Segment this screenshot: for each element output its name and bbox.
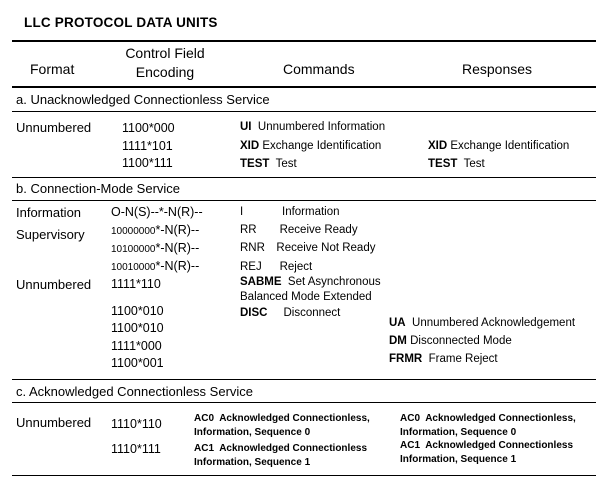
section-c-rule xyxy=(12,402,596,403)
section-b-response-frmr: FRMR Frame Reject xyxy=(389,353,498,365)
section-c-response-ac0: AC0 Acknowledged Connectionless, xyxy=(400,413,576,424)
section-b-heading: b. Connection-Mode Service xyxy=(16,181,181,196)
section-c-encoding-ac0: 1110*110 xyxy=(111,417,162,431)
section-a-heading: a. Unacknowledged Connectionless Service xyxy=(16,92,270,107)
section-b-rule xyxy=(12,200,596,201)
section-b-format-unnumbered: Unnumbered xyxy=(16,277,92,292)
section-b-format-supervisory: Supervisory xyxy=(16,227,85,242)
section-a-response-test: TEST Test xyxy=(428,158,485,170)
section-b-encoding-frmr: 1100*001 xyxy=(111,356,164,370)
section-a-command-ui: UI Unnumbered Information xyxy=(240,121,386,133)
section-c-response-ac1-line2: Information, Sequence 1 xyxy=(400,454,517,465)
header-bottom-rule xyxy=(12,86,596,88)
section-b-command-disc: DISC Disconnect xyxy=(240,307,341,319)
section-b-encoding-ua: 1100*010 xyxy=(111,321,164,335)
section-c-format: Unnumbered xyxy=(16,415,92,430)
section-a-encoding-ui: 1100*000 xyxy=(122,121,175,135)
section-c-command-ac1-line2: Information, Sequence 1 xyxy=(194,457,311,468)
section-a-command-xid: XID Exchange Identification xyxy=(240,140,382,152)
table-bottom-rule xyxy=(12,475,596,476)
section-c-response-ac1: AC1 Acknowledged Connectionless xyxy=(400,440,574,451)
section-b-encoding-rej: 10010000*-N(R)-- xyxy=(111,259,200,273)
section-c-response-ac0-line2: Information, Sequence 0 xyxy=(400,427,517,438)
section-c-top-rule xyxy=(12,379,596,380)
header-encoding-line1: Control Field xyxy=(125,45,205,61)
section-b-encoding-rr: 10000000*-N(R)-- xyxy=(111,223,200,237)
section-c-command-ac0-line2: Information, Sequence 0 xyxy=(194,427,311,438)
header-commands: Commands xyxy=(283,61,355,77)
section-b-encoding-dm: 1111*000 xyxy=(111,339,162,353)
section-b-command-rnr: RNR Receive Not Ready xyxy=(240,242,376,254)
section-b-command-rej: REJ Reject xyxy=(240,261,313,273)
section-b-format-information: Information xyxy=(16,205,82,220)
section-a-format: Unnumbered xyxy=(16,120,92,135)
section-b-command-sabme: SABME Set Asynchronous xyxy=(240,276,381,288)
section-b-top-rule xyxy=(12,177,596,178)
section-a-command-test: TEST Test xyxy=(240,158,297,170)
section-b-command-information: I Information xyxy=(240,206,340,218)
header-responses: Responses xyxy=(462,61,533,77)
section-b-command-rr: RR Receive Ready xyxy=(240,224,358,236)
section-c-command-ac1: AC1 Acknowledged Connectionless xyxy=(194,443,368,454)
header-format: Format xyxy=(30,61,75,77)
section-b-encoding-information: O-N(S)--*-N(R)-- xyxy=(111,205,203,219)
section-b-encoding-sabme: 1111*110 xyxy=(111,277,161,291)
section-a-response-xid: XID Exchange Identification xyxy=(428,140,570,152)
section-a-encoding-xid: 1111*101 xyxy=(122,139,173,153)
section-b-response-ua: UA Unnumbered Acknowledgement xyxy=(389,317,576,329)
section-c-command-ac0: AC0 Acknowledged Connectionless, xyxy=(194,413,370,424)
section-c-encoding-ac1: 1110*111 xyxy=(111,442,161,456)
section-b-encoding-rnr: 10100000*-N(R)-- xyxy=(111,241,200,255)
header-encoding-line2: Encoding xyxy=(135,64,195,80)
section-b-encoding-disc: 1100*010 xyxy=(111,304,164,318)
page-title: LLC PROTOCOL DATA UNITS xyxy=(24,15,218,30)
header-top-rule xyxy=(12,40,596,42)
section-a-encoding-test: 1100*111 xyxy=(122,156,173,170)
section-b-response-dm: DM Disconnected Mode xyxy=(389,335,512,347)
section-c-heading: c. Acknowledged Connectionless Service xyxy=(16,384,254,399)
section-b-command-sabme-line2: Balanced Mode Extended xyxy=(240,291,372,303)
section-a-rule xyxy=(12,111,596,112)
